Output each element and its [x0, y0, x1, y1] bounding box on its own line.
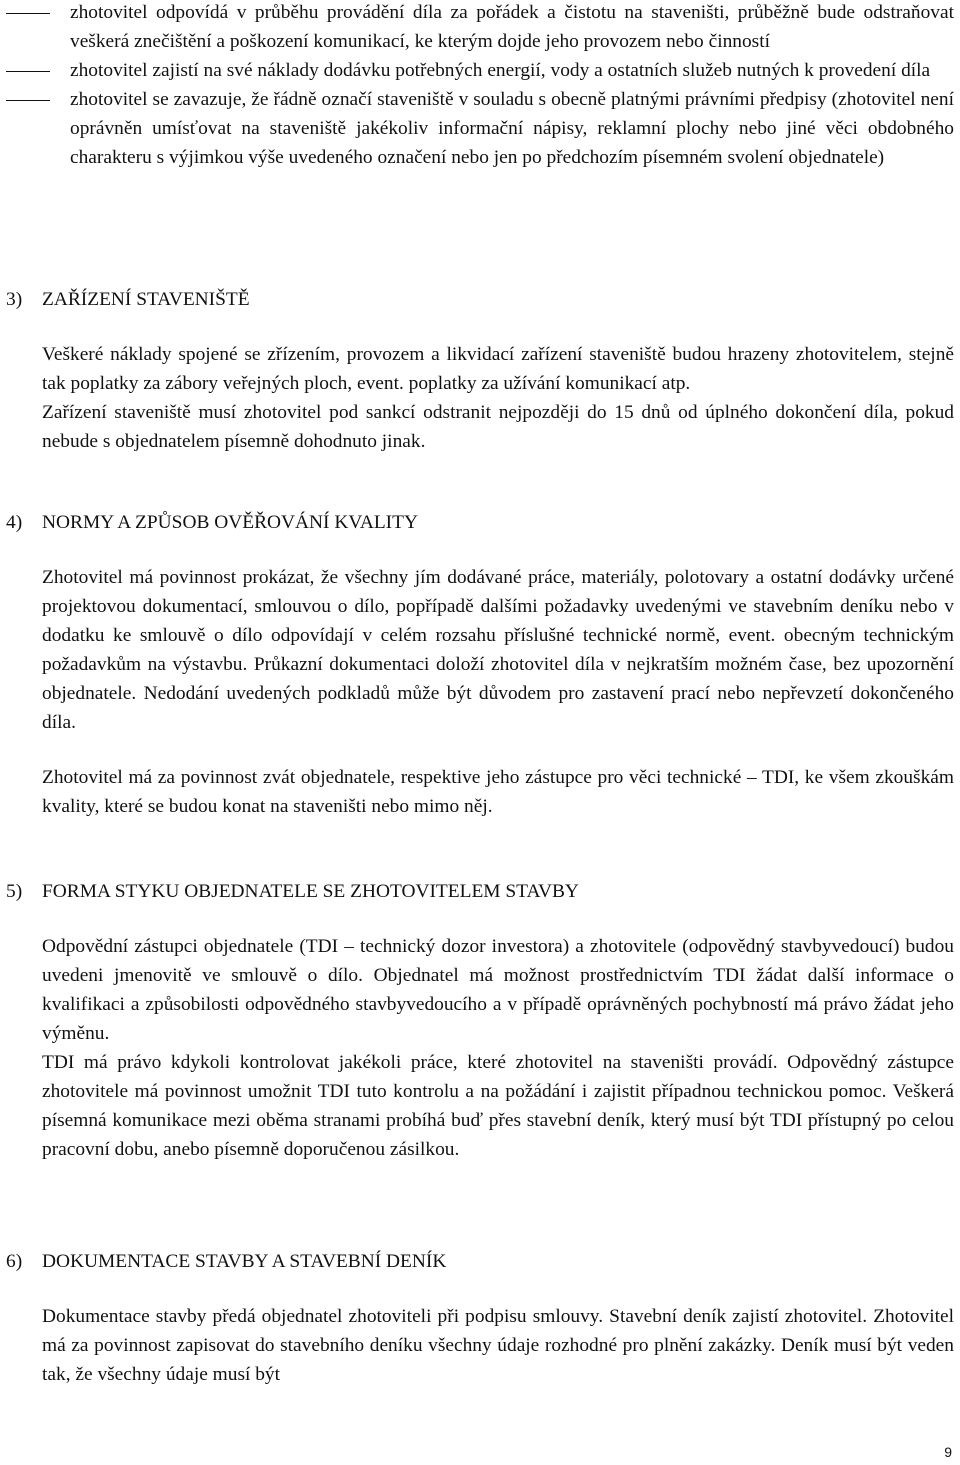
- paragraph: Odpovědní zástupci objednatele (TDI – technický dozor investora) a zhotovitele (odpovědný stavbyvedoucí) budou uvedeni jmenovitě ve smlouvě o dílo. Objednatel má možnost prostřednictvím TDI žádat další informace o kvalifikaci a způsobilosti odpovědného stavbyvedoucího a v případě oprávněných pochybností má právo žádat jeho výměnu.: [42, 936, 954, 1044]
- section-zarizeni-staveniste: [0, 285, 960, 456]
- section-forma-styku: [0, 877, 960, 1164]
- page-number: 9: [944, 1444, 952, 1460]
- paragraph: TDI má právo kdykoli kontrolovat jakékoli práce, které zhotovitel na staveništi provádí. Odpovědný zástupce zhotovitele má povinnost umožnit TDI tuto kontrolu a na požádání i zajistit případnou technickou pomoc. Veškerá písemná komunikace mezi oběma stranami probíhá buď přes stavební deník, který musí být TDI přístupný po celou pracovní dobu, anebo písemně doporučenou zásilkou.: [42, 1052, 954, 1160]
- paragraph: Veškeré náklady spojené se zřízením, provozem a likvidací zařízení staveniště budou hrazeny zhotovitelem, stejně tak poplatky za zábory veřejných ploch, event. poplatky za užívání komunikací atp.: [42, 344, 954, 394]
- bullet-text: zhotovitel odpovídá v průběhu provádění díla za pořádek a čistotu na staveništi, průběžně bude odstraňovat veškerá znečištění a poškození komunikací, ke kterým dojde jeho provozem nebo činností: [70, 2, 954, 52]
- section-number: 6): [6, 1251, 23, 1272]
- paragraph: Zařízení staveniště musí zhotovitel pod sankcí odstranit nejpozději do 15 dnů od úplného dokončení díla, pokud nebude s objednatelem písemně dohodnuto jinak.: [42, 402, 954, 452]
- section-title: DOKUMENTACE STAVBY A STAVEBNÍ DENÍK: [42, 1251, 447, 1272]
- section-heading: [0, 877, 960, 906]
- section-heading: [0, 508, 960, 537]
- paragraph: Zhotovitel má za povinnost zvát objednatele, respektive jeho zástupce pro věci technické – TDI, ke všem zkouškám kvality, které se budou konat na staveništi nebo mimo něj.: [42, 767, 954, 817]
- section-dokumentace-stavby: [0, 1247, 960, 1389]
- section-title: FORMA STYKU OBJEDNATELE SE ZHOTOVITELEM STAVBY: [42, 881, 579, 902]
- section-title: NORMY A ZPŮSOB OVĚŘOVÁNÍ KVALITY: [42, 512, 418, 533]
- section-normy-kvality: [0, 508, 960, 821]
- paragraph: Zhotovitel má povinnost prokázat, že všechny jím dodávané práce, materiály, polotovary a ostatní dodávky určené projektovou dokumentací, smlouvou o dílo, popřípadě dalšími požadavky uvedenými ve stavebním deníku nebo v dodatku ke smlouvě o dílo odpovídají v celém rozsahu příslušné technické normě, event. obecným technickým požadavkům na výstavbu. Průkazní dokumentaci doloží zhotovitel díla v nejkratším možném čase, bez upozornění objednatele. Nedodání uvedených podkladů může být důvodem pro zastavení prací nebo nepřevzetí dokončeného díla.: [42, 567, 954, 733]
- bullet-text: zhotovitel zajistí na své náklady dodávku potřebných energií, vody a ostatních služeb nutných k provedení díla: [70, 60, 931, 81]
- bullet-item: [0, 85, 960, 172]
- section-number: 3): [6, 289, 23, 310]
- bullet-text: zhotovitel se zavazuje, že řádně označí staveniště v souladu s obecně platnými právními předpisy (zhotovitel není oprávněn umísťovat na staveniště jakékoliv informační nápisy, reklamní plochy nebo jiné věci obdobného charakteru s výjimkou výše uvedeného označení nebo jen po předchozím písemném svolení objednatele): [70, 89, 954, 168]
- section-number: 4): [6, 512, 23, 533]
- bullet-list: [0, 0, 960, 172]
- paragraph: Dokumentace stavby předá objednatel zhotoviteli při podpisu smlouvy. Stavební deník zajistí zhotovitel. Zhotovitel má za povinnost zapisovat do stavebního deníku všechny údaje rozhodné pro plnění zakázky. Deník musí být veden tak, že všechny údaje musí být: [42, 1306, 954, 1385]
- bullet-item: [0, 0, 960, 56]
- bullet-item: [0, 56, 960, 85]
- section-title: ZAŘÍZENÍ STAVENIŠTĚ: [42, 289, 250, 310]
- section-number: 5): [6, 881, 23, 902]
- section-heading: [0, 1247, 960, 1276]
- section-heading: [0, 285, 960, 314]
